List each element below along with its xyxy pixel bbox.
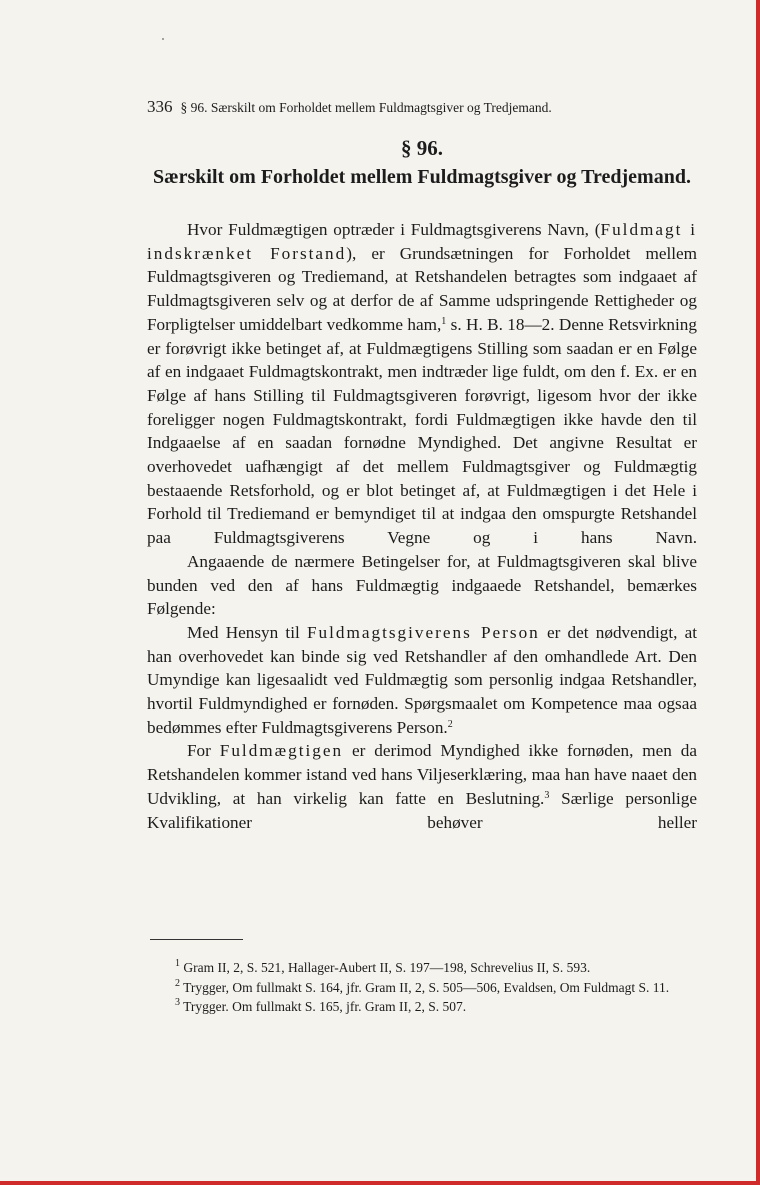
p1-text-end: s. H. B. 18—2. Denne Retsvirkning er forøvrigt ikke betinget af, at Fuldmægtigens Stilling som saadan er en Følge af en indgaaet Fuldmagtskontrakt, men indtræder lige fuldt, om den f. Ex. er en Følge af hans Stilling til Fuldmagtsgiveren forøvrigt, ligesom hvor der ikke foreligger nogen Fuldmagtskontrakt, fordi Fuldmægtigen ikke havde den til Indgaaelse af en saadan fornødne Myndighed. Det angivne Resultat er overhovedet uafhængigt af det mellem Fuldmagtsgiver og Fuldmægtig bestaaende Retsforhold, og er blot betinget af, at Fuldmægtigen i det Hele i Forhold til Trediemand er bemyndiget til at indgaa den omspurgte Retshandel paa Fuldmagtsgiverens Vegne og i hans Navn. [147, 314, 697, 548]
p4-text-end: Særlige personlige Kvalifikationer behøver heller [147, 788, 697, 832]
footnote-divider [150, 939, 243, 940]
paper-speck [162, 38, 164, 40]
p1-text-start: Hvor Fuldmægtigen optræder i Fuldmagtsgiverens Navn, ( [187, 220, 601, 239]
page-number: 336 [147, 97, 173, 116]
p1-text-mid: ), er Grundsætningen for Forholdet mellem Fuldmagtsgiveren og Trediemand, at Retshandelen betragtes som indgaaet af Fuldmagtsgiveren selv og at derfor de af Samme udspringende Rettigheder og Forpligtelser umiddelbart vedkomme ham, [147, 243, 697, 334]
paragraph-3 [147, 621, 697, 740]
paragraph-1 [147, 218, 697, 550]
footnote-text-2: Trygger, Om fullmakt S. 164, jfr. Gram II, 2, S. 505—506, Evaldsen, Om Fuldmagt S. 11. [180, 979, 670, 995]
p4-text-start: For [187, 741, 220, 761]
footnote-text-1: Gram II, 2, S. 521, Hallager-Aubert II, S. 197—198, Schrevelius II, S. 593. [180, 960, 591, 975]
p3-text-start: Med Hensyn til [187, 622, 307, 642]
p4-spaced-term: Fuldmægtigen [219, 741, 344, 761]
footnote-text-3: Trygger. Om fullmakt S. 165, jfr. Gram II, 2, S. 507. [180, 999, 467, 1014]
section-number: § 96. [401, 136, 443, 160]
footnote-mark-1: 1 [175, 958, 180, 969]
p3-text-end: er det nødvendigt, at han overhovedet kan binde sig ved Retshandler af den omhandlede Art. Den Umyndige kan ligesaalidt ved Fuldmægtig som personlig indgaa Retshandler, hvortil Fuldmyndighed er fornøden. Spørgsmaalet om Kompetence maa ogsaa bedømmes efter Fuldmagtsgiverens Person. [147, 622, 698, 737]
p3-spaced-term: Fuldmagtsgiverens Person [306, 622, 540, 642]
section-title: Særskilt om Forholdet mellem Fuldmagtsgiver og Tredjemand. [153, 166, 691, 188]
footnote-ref-2: 2 [447, 718, 453, 730]
footnotes [147, 958, 697, 1017]
paragraph-4 [147, 739, 697, 834]
running-title: § 96. Særskilt om Forholdet mellem Fuldmagtsgiver og Tredjemand. [180, 100, 552, 115]
p1-spaced-term: Fuldmagt i indskrænket Forstand [147, 220, 698, 263]
p2-text: Angaaende de nærmere Betingelser for, at Fuldmagtsgiveren skal blive bunden ved den af hans Fuldmægtig indgaaede Retshandel, bemærkes Følgende: [147, 551, 697, 619]
p4-text-mid: er derimod Myndighed ikke fornøden, men da Retshandelen kommer istand ved hans Viljeserklæring, maa han have naaet den Udvikling, at han virkelig kan fatte en Beslutning. [147, 741, 697, 808]
footnote-ref-3: 3 [544, 789, 550, 801]
footnote-3 [147, 997, 697, 1017]
footnote-ref-1: 1 [441, 315, 447, 327]
footnote-mark-2: 2 [175, 977, 180, 989]
footnote-1 [147, 958, 697, 978]
body-text [147, 218, 697, 834]
footnote-2 [147, 978, 697, 998]
running-head [147, 97, 697, 117]
paragraph-2 [147, 550, 697, 621]
footnote-mark-3: 3 [175, 997, 180, 1008]
